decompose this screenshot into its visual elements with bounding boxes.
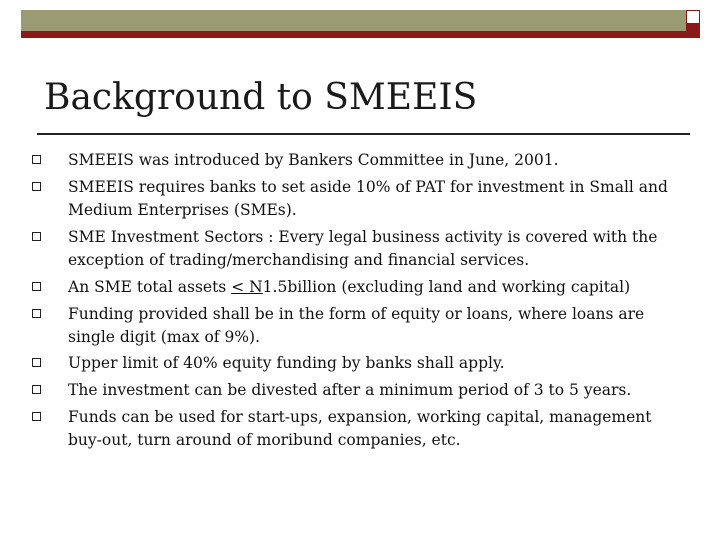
bullet-item [0, 226, 680, 272]
bullet-list [0, 149, 720, 452]
title-divider [37, 133, 690, 135]
square-bullet-icon [32, 232, 41, 241]
bullet-text [68, 278, 630, 296]
bullet-text: Funding provided shall be in the form of equity or loans, where loans are single digit (max of 9%). [68, 305, 645, 346]
square-bullet-icon [32, 412, 41, 421]
bullet-item [0, 352, 680, 375]
bullet-text: Upper limit of 40% equity funding by banks shall apply. [68, 354, 505, 372]
slide-title: Background to SMEEIS [44, 77, 478, 118]
square-bullet-icon [32, 309, 41, 318]
bullet-item [0, 303, 680, 349]
corner-square-outline-icon [686, 10, 700, 24]
bullet-text-after: 1.5billion (excluding land and working capital) [262, 278, 631, 296]
corner-square-solid-icon [686, 24, 700, 38]
bullet-item [0, 406, 680, 452]
bullet-text: SME Investment Sectors : Every legal business activity is covered with the exception of trading/merchandising and financial services. [68, 228, 658, 269]
bullet-item [0, 379, 680, 402]
bullet-text: SMEEIS was introduced by Bankers Committee in June, 2001. [68, 151, 559, 169]
bullet-text: SMEEIS requires banks to set aside 10% of PAT for investment in Small and Medium Enterprises (SMEs). [68, 178, 668, 219]
header-accent-rule [21, 31, 687, 38]
bullet-item [0, 149, 680, 172]
square-bullet-icon [32, 358, 41, 367]
bullet-item [0, 276, 680, 299]
square-bullet-icon [32, 385, 41, 394]
bullet-item [0, 176, 680, 222]
square-bullet-icon [32, 282, 41, 291]
bullet-text: The investment can be divested after a minimum period of 3 to 5 years. [68, 381, 632, 399]
square-bullet-icon [32, 155, 41, 164]
bullet-text-underlined: < N [231, 278, 263, 296]
bullet-text: Funds can be used for start-ups, expansion, working capital, management buy-out, turn around of moribund companies, etc. [68, 408, 652, 449]
square-bullet-icon [32, 182, 41, 191]
bullet-text-before: An SME total assets [68, 278, 232, 296]
